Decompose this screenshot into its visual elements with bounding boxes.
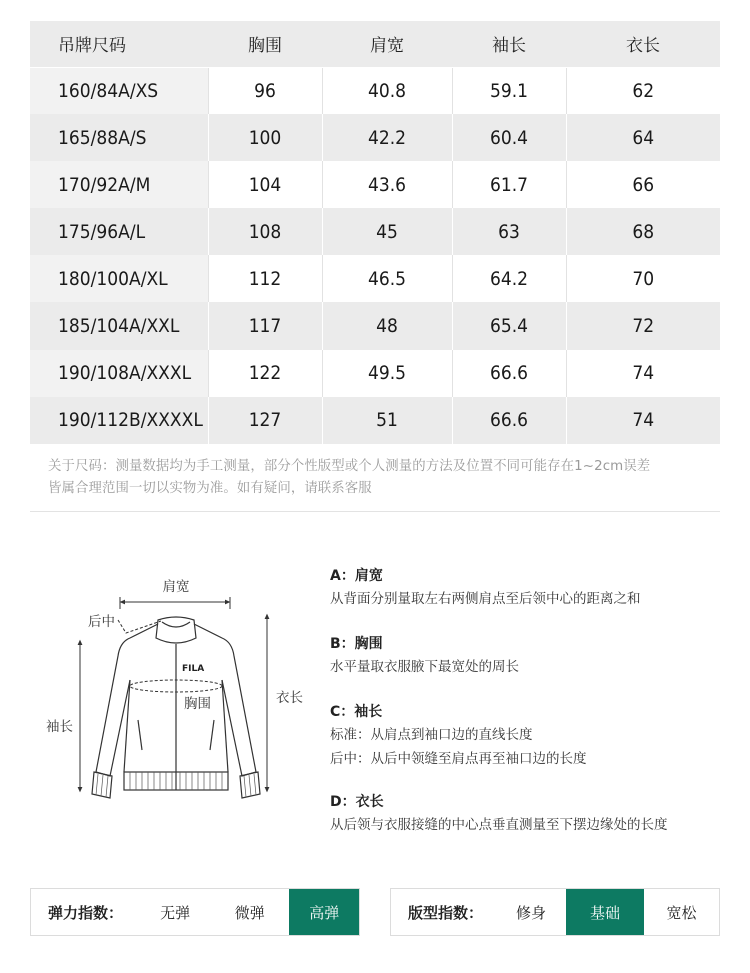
header-tag-size: 吊牌尺码 <box>30 21 208 67</box>
cell-length: 68 <box>566 208 720 255</box>
cell-shoulder: 46.5 <box>322 255 452 302</box>
table-row <box>30 302 720 349</box>
fit-option-loose: 宽松 <box>666 903 697 922</box>
cell-chest: 122 <box>208 350 322 397</box>
definition-b-text: 水平量取衣服腋下最宽处的周长 <box>330 659 519 675</box>
cell-chest: 108 <box>208 208 322 255</box>
table-row <box>30 255 720 302</box>
cell-chest: 117 <box>208 302 322 349</box>
elasticity-title: 弹力指数： <box>48 903 124 922</box>
definition-c-text-standard: 标准：从肩点到袖口边的直线长度 <box>330 727 533 743</box>
cell-length: 66 <box>566 161 720 208</box>
jacket-outline <box>92 617 260 798</box>
elasticity-option-high: 高弹 <box>289 889 359 935</box>
cell-sleeve: 60.4 <box>452 114 566 161</box>
cell-shoulder: 42.2 <box>322 114 452 161</box>
cell-sleeve: 66.6 <box>452 397 566 444</box>
jacket-measurement-diagram <box>30 560 303 810</box>
elasticity-index <box>30 888 360 936</box>
table-row <box>30 350 720 397</box>
cell-length: 74 <box>566 350 720 397</box>
cell-shoulder: 51 <box>322 397 452 444</box>
shoulder-label: 肩宽 <box>162 579 190 595</box>
definition-d-title: D：衣长 <box>330 794 384 810</box>
cell-chest: 112 <box>208 255 322 302</box>
table-row <box>30 161 720 208</box>
cell-length: 74 <box>566 397 720 444</box>
section-divider <box>30 511 720 512</box>
cell-sleeve: 64.2 <box>452 255 566 302</box>
table-header-row <box>30 21 720 67</box>
header-length: 衣长 <box>566 21 720 67</box>
cell-chest: 104 <box>208 161 322 208</box>
definition-c <box>330 702 730 769</box>
header-shoulder: 肩宽 <box>322 21 452 67</box>
table-row <box>30 208 720 255</box>
chest-label: 胸围 <box>184 696 211 712</box>
cell-shoulder: 49.5 <box>322 350 452 397</box>
sleeve-label: 袖长 <box>46 719 73 735</box>
cell-size: 170/92A/M <box>30 161 208 208</box>
cell-size: 180/100A/XL <box>30 255 208 302</box>
cell-sleeve: 61.7 <box>452 161 566 208</box>
definition-b <box>330 634 730 677</box>
fit-option-regular: 基础 <box>566 889 644 935</box>
table-row <box>30 397 720 444</box>
cell-shoulder: 45 <box>322 208 452 255</box>
definition-d <box>330 792 730 835</box>
cell-chest: 100 <box>208 114 322 161</box>
definition-c-text-back-center: 后中：从后中领缝至肩点再至袖口边的长度 <box>330 751 587 767</box>
elasticity-option-none: 无弹 <box>160 903 191 922</box>
cell-shoulder: 48 <box>322 302 452 349</box>
definition-c-title: C：袖长 <box>330 704 383 720</box>
cell-chest: 127 <box>208 397 322 444</box>
definition-a-text: 从背面分别量取左右两侧肩点至后领中心的距离之和 <box>330 591 641 607</box>
definition-a-title: A：肩宽 <box>330 568 383 584</box>
fit-index <box>390 888 720 936</box>
fit-title: 版型指数： <box>408 903 484 922</box>
cell-size: 190/108A/XXXL <box>30 350 208 397</box>
cell-sleeve: 65.4 <box>452 302 566 349</box>
fit-option-slim: 修身 <box>515 903 546 922</box>
size-table <box>30 21 720 444</box>
cell-length: 70 <box>566 255 720 302</box>
header-sleeve: 袖长 <box>452 21 566 67</box>
cell-size: 165/88A/S <box>30 114 208 161</box>
cell-shoulder: 43.6 <box>322 161 452 208</box>
cell-sleeve: 66.6 <box>452 350 566 397</box>
back-center-label: 后中 <box>88 614 115 630</box>
table-row <box>30 114 720 161</box>
back-center-line <box>118 620 161 633</box>
definition-a <box>330 566 730 609</box>
cell-size: 160/84A/XS <box>30 67 208 114</box>
definition-b-title: B：胸围 <box>330 636 383 652</box>
table-row <box>30 67 720 114</box>
cell-size: 185/104A/XXL <box>30 302 208 349</box>
cell-sleeve: 63 <box>452 208 566 255</box>
cell-shoulder: 40.8 <box>322 67 452 114</box>
size-note-line2: 皆属合理范围一切以实物为准。如有疑问，请联系客服 <box>48 481 372 496</box>
cell-size: 190/112B/XXXXL <box>30 397 208 444</box>
header-chest: 胸围 <box>208 21 322 67</box>
cell-chest: 96 <box>208 67 322 114</box>
fila-logo: FILA <box>182 664 205 674</box>
cell-length: 64 <box>566 114 720 161</box>
cell-size: 175/96A/L <box>30 208 208 255</box>
elasticity-option-slight: 微弹 <box>234 903 265 922</box>
definition-d-text: 从后领与衣服接缝的中心点垂直测量至下摆边缘处的长度 <box>330 817 668 833</box>
cell-length: 72 <box>566 302 720 349</box>
size-note <box>48 456 728 500</box>
length-label: 衣长 <box>276 690 303 706</box>
cell-length: 62 <box>566 67 720 114</box>
cell-sleeve: 59.1 <box>452 67 566 114</box>
size-note-line1: 关于尺码：测量数据均为手工测量，部分个性版型或个人测量的方法及位置不同可能存在1~2cm误差 <box>48 459 651 474</box>
